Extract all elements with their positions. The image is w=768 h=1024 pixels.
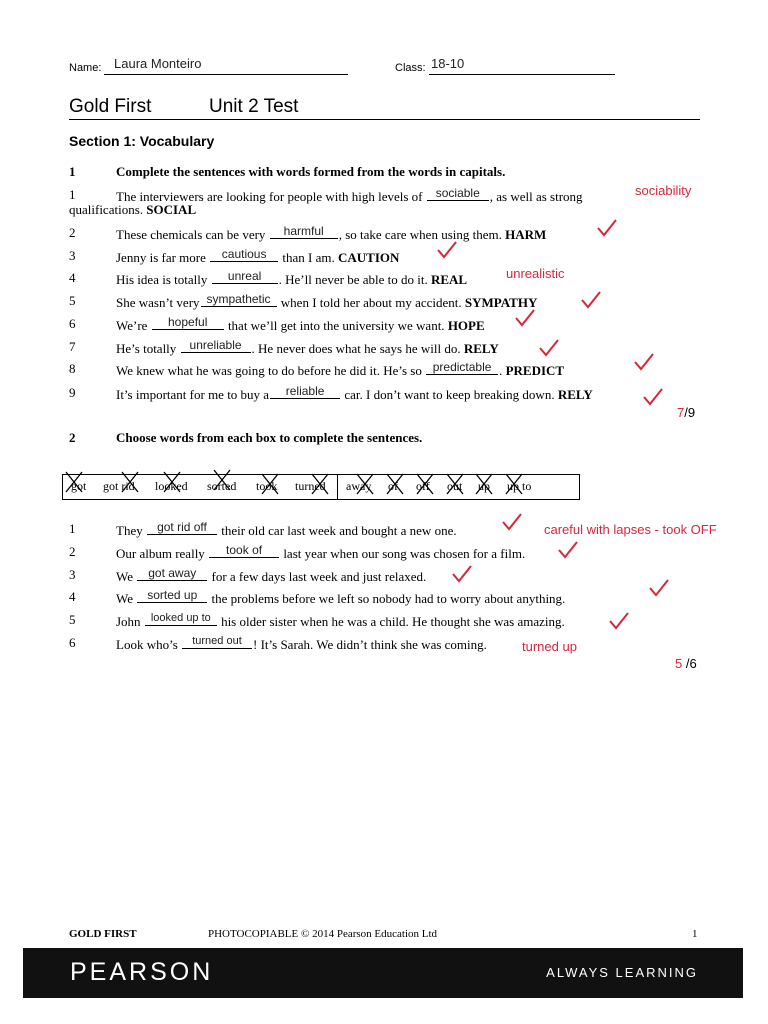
box-word: took [256, 479, 278, 493]
capital-word: RELY [557, 387, 593, 402]
item-number: 9 [69, 385, 76, 400]
item-number: 5 [69, 293, 76, 308]
cross-out-icon [385, 472, 405, 496]
answer-text: unreal [227, 269, 262, 283]
answer-blank[interactable] [137, 567, 207, 581]
class-value: 18-10 [431, 56, 465, 71]
cross-out-icon [260, 472, 280, 496]
cross-out-icon [120, 470, 140, 494]
score-total: /9 [684, 405, 696, 420]
answer-text: reliable [285, 384, 325, 398]
item-text: last year when our song was chosen for a film. [280, 546, 526, 561]
box-word: sorted [207, 479, 237, 493]
item-number: 4 [69, 589, 76, 604]
item-text: . [499, 363, 506, 378]
check-mark-icon [501, 512, 523, 532]
check-mark-icon [451, 564, 473, 584]
item-number: 7 [69, 339, 76, 354]
item-text: She wasn’t very [116, 295, 200, 310]
item-text: qualifications. [69, 202, 147, 217]
check-mark-icon [642, 387, 664, 407]
item-text: . He’ll never be able to do it. [278, 272, 431, 287]
section-heading: Section 1: Vocabulary [69, 133, 215, 149]
item-number: 3 [69, 248, 76, 263]
cross-out-icon [504, 472, 524, 496]
answer-blank[interactable] [426, 361, 498, 375]
word-box-divider [337, 475, 338, 499]
item-number: 2 [69, 544, 76, 559]
check-mark-icon [538, 338, 560, 358]
answer-blank[interactable] [181, 339, 251, 353]
box-word: turned [295, 479, 326, 493]
item-text: when I told her about my accident. [277, 295, 465, 310]
answer-text: turned out [192, 635, 242, 647]
box-word: out [447, 479, 463, 493]
answer-blank[interactable] [212, 270, 278, 284]
item-text: John [116, 614, 144, 629]
answer-blank[interactable] [152, 316, 224, 330]
check-mark-icon [436, 240, 458, 260]
title-bar [69, 96, 700, 120]
pearson-logo: PEARSON [70, 958, 214, 986]
item-number: 1 [69, 187, 76, 202]
item-text: for a few days last week and just relaxed. [208, 569, 427, 584]
check-mark-icon [633, 352, 655, 372]
exercise1-number: 1 [69, 164, 76, 179]
answer-text: got away [148, 566, 197, 580]
answer-blank[interactable] [137, 589, 207, 603]
item-text: Jenny is far more [116, 250, 210, 265]
footer-book-name: GOLD FIRST [69, 928, 137, 940]
box-word: away [346, 479, 372, 493]
cross-out-icon [415, 472, 435, 496]
capital-word: HARM [505, 227, 547, 242]
item-text: They [116, 523, 146, 538]
item-text: We knew what he was going to do before he did it. He’s so [116, 363, 426, 378]
answer-blank[interactable] [182, 635, 252, 649]
item-text: car. I don’t want to keep breaking down. [341, 387, 558, 402]
correction-unrealistic: unrealistic [506, 266, 565, 281]
item-number: 1 [69, 521, 76, 536]
item-text: their old car last week and bought a new one. [217, 523, 457, 538]
cross-out-icon [162, 470, 182, 494]
answer-text: looked up to [150, 612, 211, 624]
item-text: We’re [116, 318, 151, 333]
score-total: /6 [685, 656, 697, 671]
capital-word: SYMPATHY [464, 295, 538, 310]
item-text: ! It’s Sarah. We didn’t think she was coming. [253, 637, 487, 652]
box-word: got [71, 479, 87, 493]
score-got: 7 [677, 405, 685, 420]
name-field[interactable] [104, 56, 348, 75]
cross-out-icon [64, 470, 87, 494]
class-field[interactable] [429, 56, 615, 75]
capital-word: HOPE [447, 318, 485, 333]
cross-out-icon [474, 472, 494, 496]
check-mark-icon [580, 290, 602, 310]
item-text: . He never does what he says he will do. [251, 341, 464, 356]
box-word: got rid [103, 479, 135, 493]
answer-text: cautious [221, 247, 267, 261]
item-number: 5 [69, 612, 76, 627]
cross-out-icon [310, 472, 330, 496]
box-word: up [478, 479, 490, 493]
item-number: 6 [69, 316, 76, 331]
box-word: up to [507, 479, 532, 493]
item-text: We [116, 591, 137, 606]
capital-word: RELY [463, 341, 499, 356]
capital-word: REAL [430, 272, 468, 287]
answer-blank[interactable] [209, 544, 279, 558]
cross-out-icon [355, 472, 375, 496]
item-text: his older sister when he was a child. He thought she was amazing. [217, 614, 565, 629]
answer-blank[interactable] [210, 248, 278, 262]
name-label: Name: [69, 62, 102, 74]
item-number: 3 [69, 567, 76, 582]
item-text: the problems before we left so nobody had to worry about anything. [208, 591, 566, 606]
answer-blank[interactable] [201, 293, 277, 307]
check-mark-icon [596, 218, 618, 238]
answer-blank[interactable] [270, 225, 338, 239]
answer-text: took of [226, 543, 263, 557]
answer-text: harmful [283, 224, 324, 238]
footer-copyright: PHOTOCOPIABLE © 2014 Pearson Education Ltd [208, 928, 438, 940]
answer-blank[interactable] [145, 612, 217, 626]
correction-took-off: careful with lapses - took OFF [544, 522, 717, 537]
item-text: He’s totally [116, 341, 180, 356]
check-mark-icon [557, 540, 579, 560]
capital-word: SOCIAL [146, 202, 197, 217]
answer-blank[interactable] [147, 521, 217, 535]
item-text: that we’ll get into the university we want. [224, 318, 448, 333]
answer-text: got rid off [157, 520, 207, 534]
exercise2-number: 2 [69, 430, 76, 445]
check-mark-icon [514, 308, 536, 328]
item-text: His idea is totally [116, 272, 211, 287]
answer-blank[interactable] [427, 187, 489, 201]
answer-text: sociable [435, 186, 480, 200]
cross-out-icon [212, 468, 232, 492]
item-number: 4 [69, 270, 76, 285]
item-text: It’s important for me to buy a [116, 387, 270, 402]
tagline: ALWAYS LEARNING [546, 965, 698, 980]
item-text: The interviewers are looking for people with high levels of [116, 189, 426, 204]
item-text: , so take care when using them. [338, 227, 506, 242]
answer-text: hopeful [168, 315, 208, 329]
exercise2-score [675, 656, 697, 671]
class-label: Class: [395, 62, 426, 74]
answer-text: predictable [432, 360, 492, 374]
footer-page-number: 1 [692, 928, 698, 940]
item-text: We [116, 569, 137, 584]
name-value: Laura Monteiro [114, 56, 202, 71]
item-number: 2 [69, 225, 76, 240]
item-text: , as well as strong [489, 189, 583, 204]
exercise1-instruction: Complete the sentences with words formed from the words in capitals. [116, 164, 506, 179]
exercise1-score [677, 405, 695, 420]
capital-word: PREDICT [505, 363, 565, 378]
unit-title: Unit 2 Test [209, 96, 299, 117]
answer-blank[interactable] [270, 385, 340, 399]
item-text: Our album really [116, 546, 209, 561]
item-text: These chemicals can be very [116, 227, 269, 242]
answer-text: sorted up [147, 588, 198, 602]
item-number: 6 [69, 635, 76, 650]
correction-turned-up: turned up [522, 639, 577, 654]
box-word: off [416, 479, 430, 493]
item-text: than I am. [279, 250, 338, 265]
capital-word: CAUTION [337, 250, 400, 265]
item-text: Look who’s [116, 637, 181, 652]
correction-sociability: sociability [635, 183, 692, 198]
box-word: of [388, 479, 398, 493]
book-title: Gold First [69, 96, 152, 117]
check-mark-icon [608, 611, 630, 631]
check-mark-icon [648, 578, 670, 598]
answer-text: unreliable [189, 338, 242, 352]
box-word: looked [155, 479, 188, 493]
cross-out-icon [445, 472, 465, 496]
item-number: 8 [69, 361, 76, 376]
pearson-banner [23, 948, 743, 998]
answer-text: sympathetic [206, 292, 271, 306]
score-got: 5 [675, 656, 683, 671]
exercise2-instruction: Choose words from each box to complete the sentences. [116, 430, 423, 445]
